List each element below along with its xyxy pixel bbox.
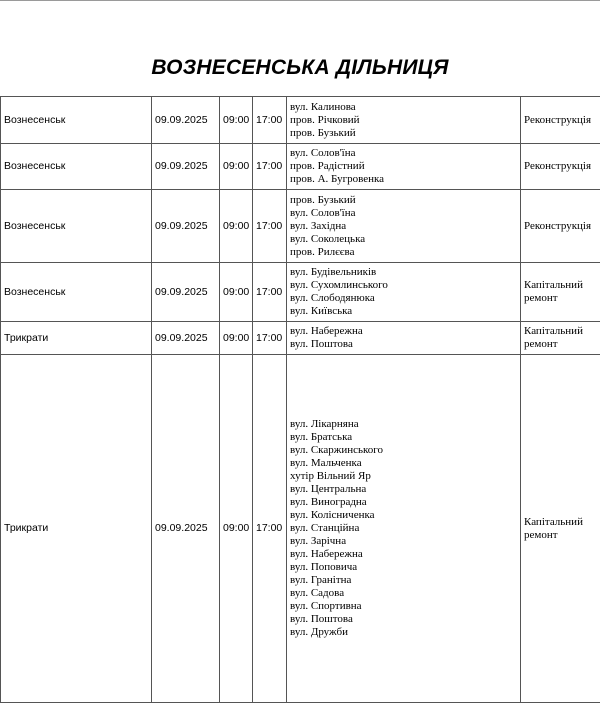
street-item: вул. Західна: [290, 219, 347, 232]
street-item: вул. Солов'їна: [290, 147, 356, 159]
street-item: вул. Соколецька: [290, 232, 366, 245]
streets-cell: [287, 97, 521, 144]
date-cell: 09.09.2025: [152, 322, 220, 355]
street-item: пров. Рилєєва: [290, 245, 355, 258]
street-item: хутір Вільний Яр: [290, 470, 371, 482]
street-item: вул. Поштова: [290, 338, 353, 350]
street-item: вул. Солов'їна: [290, 206, 356, 219]
town-cell: Вознесенськ: [1, 190, 152, 263]
street-item: вул. Виноградна: [290, 496, 367, 508]
street-item: вул. Садова: [290, 587, 345, 599]
streets-cell: [287, 263, 521, 322]
street-item: вул. Поштова: [290, 613, 353, 625]
work-type-cell: Реконструкція: [521, 190, 600, 263]
street-item: вул. Дружби: [290, 626, 348, 638]
date-cell: 09.09.2025: [152, 97, 220, 144]
end-time-cell: 17:00: [253, 97, 287, 144]
streets-cell: [287, 190, 521, 263]
streets-cell: [287, 322, 521, 355]
street-item: пров. Радістний: [290, 160, 365, 172]
start-time-cell: 09:00: [220, 263, 253, 322]
table-row: [1, 190, 600, 263]
street-item: вул. Мальченка: [290, 457, 362, 469]
date-cell: 09.09.2025: [152, 144, 220, 190]
street-item: вул. Набережна: [290, 325, 363, 337]
street-item: вул. Калинова: [290, 100, 356, 113]
town-cell: Вознесенськ: [1, 263, 152, 322]
street-item: вул. Будівельників: [290, 266, 377, 278]
street-item: пров. Бузький: [290, 193, 356, 206]
street-item: вул. Братська: [290, 431, 353, 443]
town-cell: Вознесенськ: [1, 144, 152, 190]
street-item: вул. Київська: [290, 305, 353, 317]
work-type-cell: Капітальний ремонт: [521, 322, 600, 355]
start-time-cell: 09:00: [220, 355, 253, 703]
work-type-cell: Капітальний ремонт: [521, 263, 600, 322]
table-row: [1, 322, 600, 355]
street-item: вул. Зарічна: [290, 535, 347, 547]
table-row: [1, 144, 600, 190]
street-item: вул. Слободянюка: [290, 292, 375, 304]
streets-cell: [287, 355, 521, 703]
town-cell: Вознесенськ: [1, 97, 152, 144]
page-title: ВОЗНЕСЕНСЬКА ДІЛЬНИЦЯ: [151, 56, 449, 79]
date-cell: 09.09.2025: [152, 263, 220, 322]
street-item: пров. Бузький: [290, 126, 356, 139]
town-cell: Трикрати: [1, 355, 152, 703]
end-time-cell: 17:00: [253, 144, 287, 190]
work-type-cell: Капітальний ремонт: [521, 355, 600, 703]
town-cell: Трикрати: [1, 322, 152, 355]
table-row: [1, 97, 600, 144]
top-divider: [0, 0, 600, 1]
street-item: вул. Набережна: [290, 548, 363, 560]
work-type-cell: Реконструкція: [521, 144, 600, 190]
streets-cell: [287, 144, 521, 190]
start-time-cell: 09:00: [220, 97, 253, 144]
start-time-cell: 09:00: [220, 190, 253, 263]
street-item: пров. Річковий: [290, 113, 360, 126]
start-time-cell: 09:00: [220, 144, 253, 190]
work-type-cell: Реконструкція: [521, 97, 600, 144]
street-item: пров. А. Бугровенка: [290, 173, 385, 185]
end-time-cell: 17:00: [253, 322, 287, 355]
street-item: вул. Поповича: [290, 561, 358, 573]
street-item: вул. Спортивна: [290, 600, 362, 612]
date-cell: 09.09.2025: [152, 355, 220, 703]
end-time-cell: 17:00: [253, 263, 287, 322]
date-cell: 09.09.2025: [152, 190, 220, 263]
end-time-cell: 17:00: [253, 355, 287, 703]
table-row: [1, 263, 600, 322]
street-item: вул. Лікарняна: [290, 418, 359, 430]
street-item: вул. Скаржинського: [290, 444, 384, 456]
street-item: вул. Сухомлинського: [290, 279, 388, 291]
start-time-cell: 09:00: [220, 322, 253, 355]
table-row: [1, 355, 600, 703]
street-item: вул. Колісниченка: [290, 509, 375, 521]
street-item: вул. Центральна: [290, 483, 367, 495]
end-time-cell: 17:00: [253, 190, 287, 263]
street-item: вул. Станційна: [290, 522, 360, 534]
outage-schedule-table: [0, 96, 600, 703]
street-item: вул. Гранітна: [290, 574, 352, 586]
